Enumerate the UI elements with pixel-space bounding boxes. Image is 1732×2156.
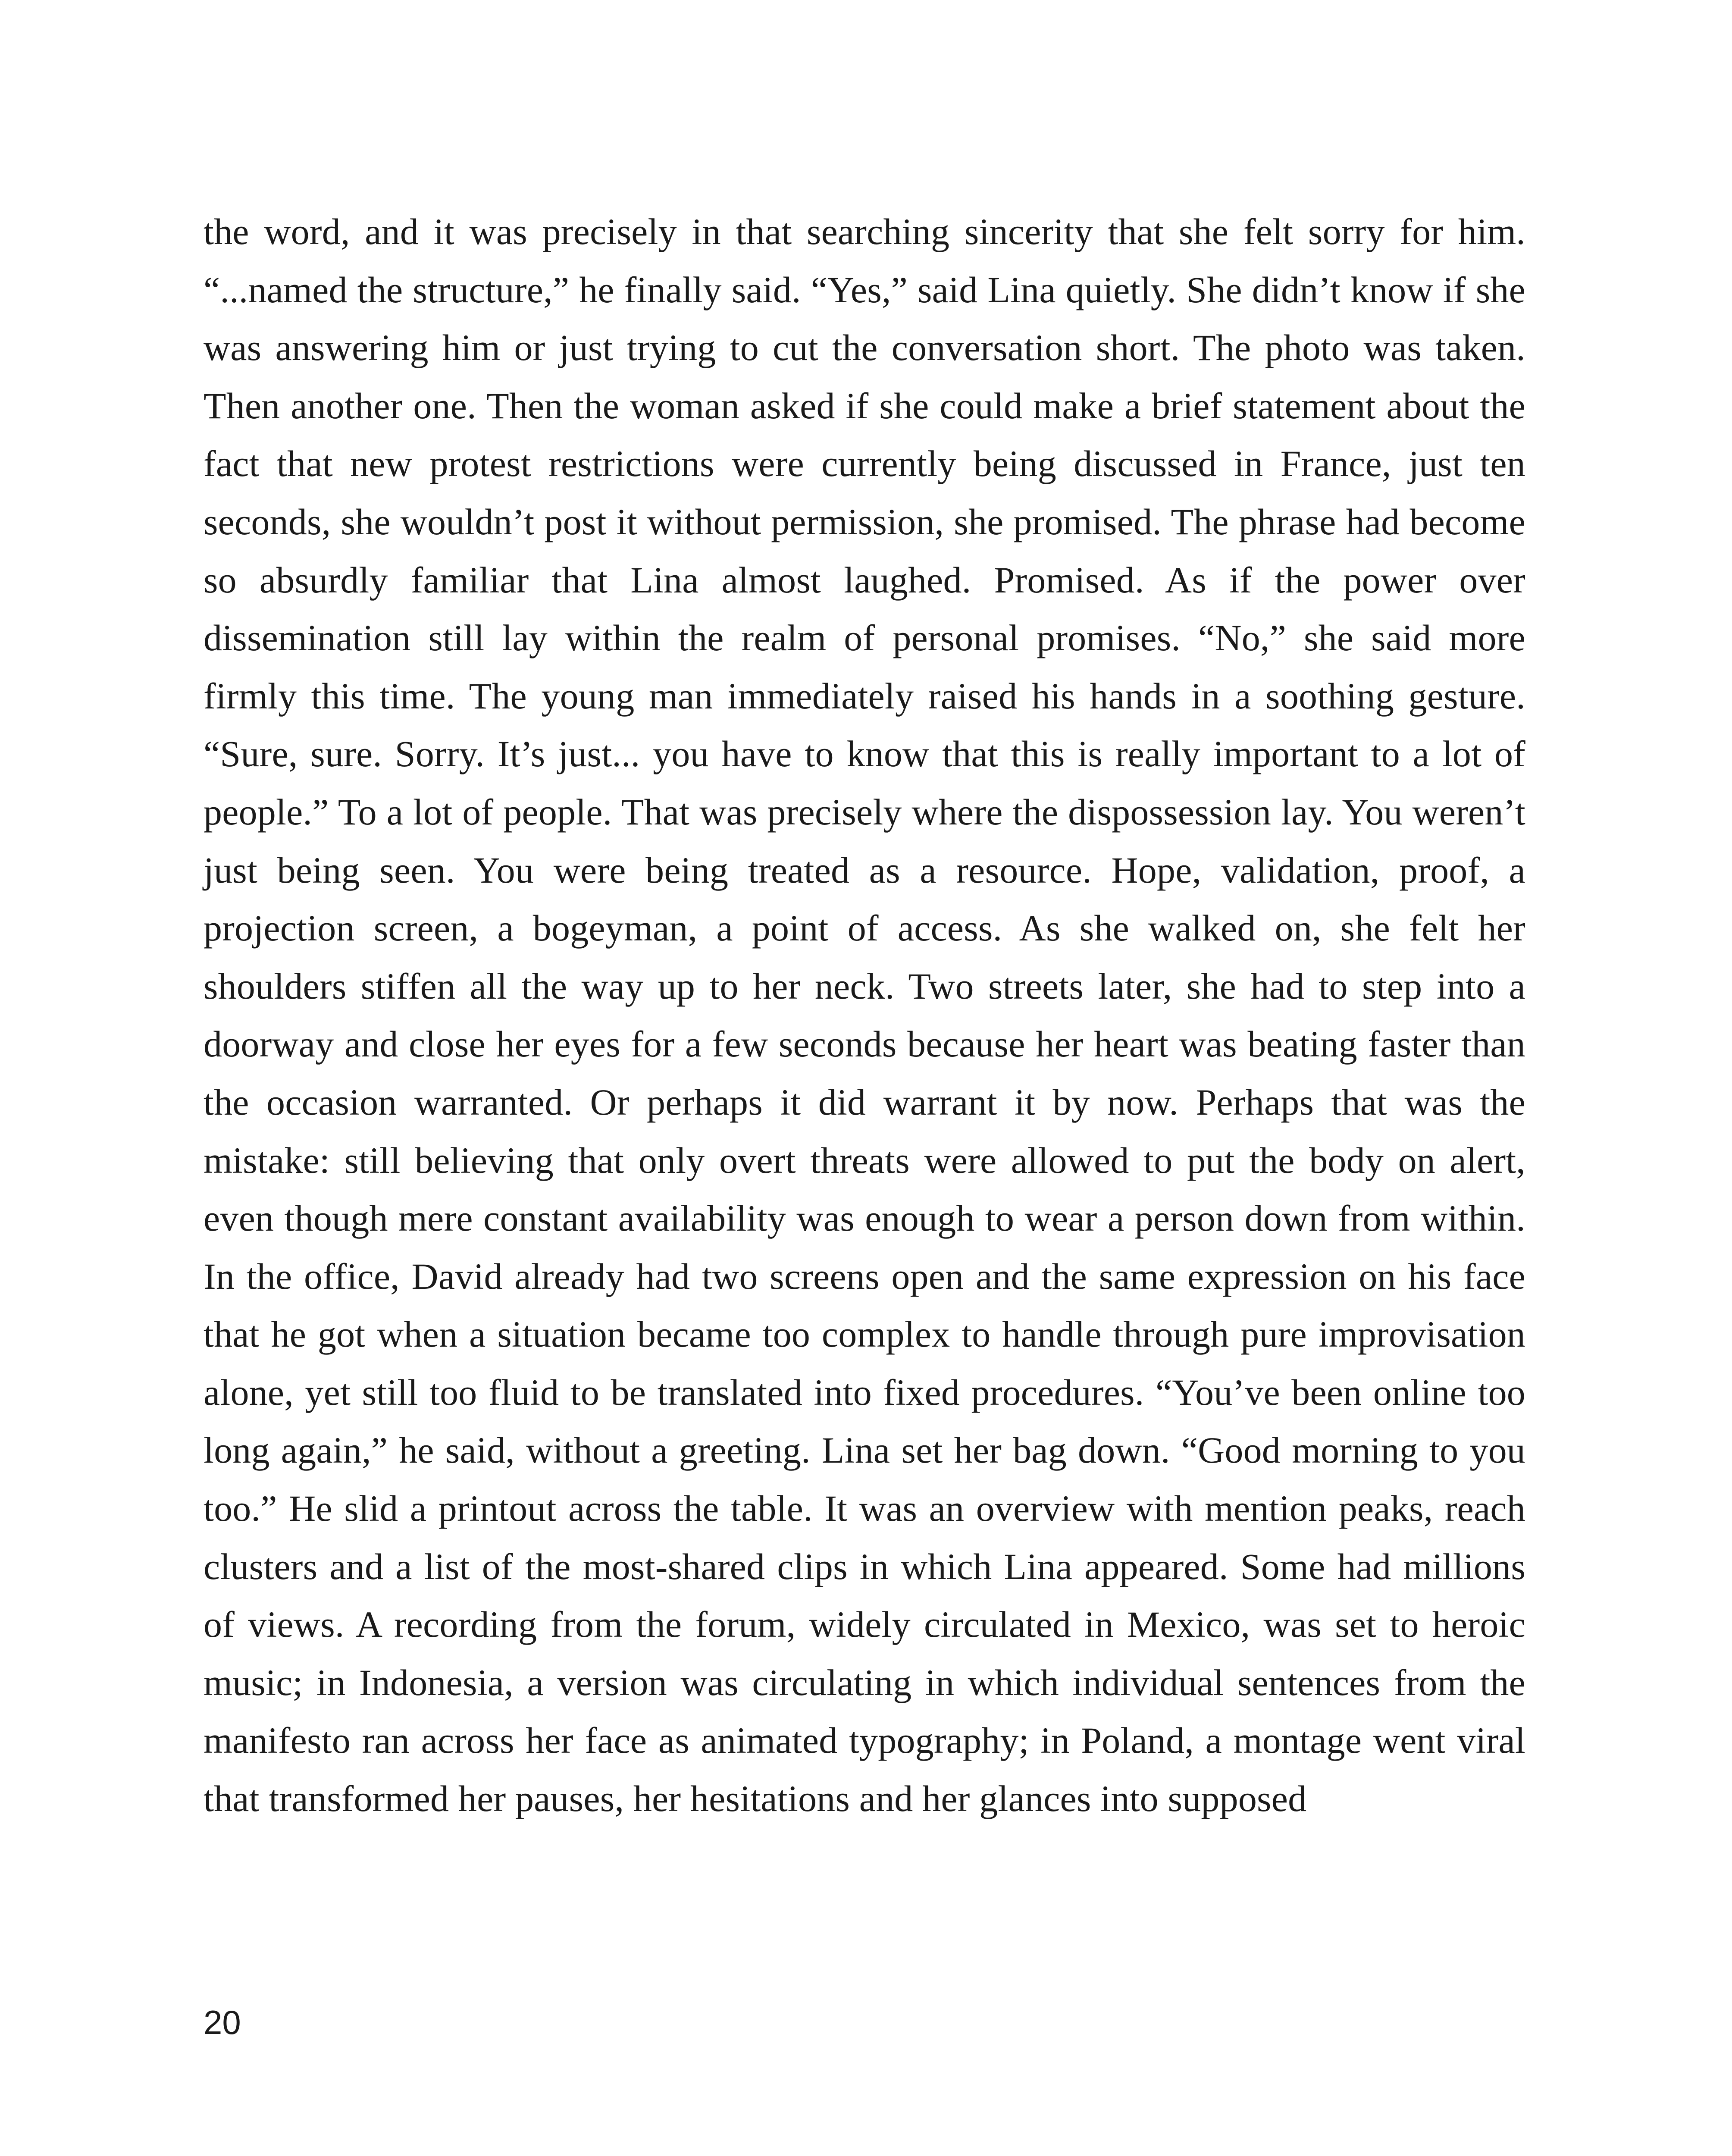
body-paragraph: the word, and it was precisely in that searching sincerity that she felt sorry for him. “...named the structure,” he finally said. “Yes,” said Lina quietly. She didn’t know if she was answering him or just trying to cut the conversation short. The photo was taken. Then another one. Then the woman asked if she could make a brief statement about the fact that new protest restrictions were currently being discussed in France, just ten seconds, she wouldn’t post it without permission, she promised. The phrase had become so absurdly familiar that Lina almost laughed. Promised. As if the power over dissemination still lay within the realm of personal promises. “No,” she said more firmly this time. The young man immediately raised his hands in a soothing gesture. “Sure, sure. Sorry. It’s just... you have to know that this is really important to a lot of people.” To a lot of people. That was precisely where the dispossession lay. You weren’t just being seen. You were being treated as a resource. Hope, validation, proof, a projection screen, a bogeyman, a point of access. As she walked on, she felt her shoulders stiffen all the way up to her neck. Two streets later, she had to step into a doorway and close her eyes for a few seconds because her heart was beating faster than the occasion warranted. Or perhaps it did warrant it by now. Perhaps that was the mistake: still believing that only overt threats were allowed to put the body on alert, even though mere constant availability was enough to wear a person down from within. In the office, David already had two screens open and the same expression on his face that he got when a situation became too complex to handle through pure improvisation alone, yet still too fluid to be translated into fixed procedures. “You’ve been online too long again,” he said, without a greeting. Lina set her bag down. “Good morning to you too.” He slid a printout across the table. It was an overview with mention peaks, reach clusters and a list of the most-shared clips in which Lina appeared. Some had millions of views. A recording from the forum, widely circulated in Mexico, was set to heroic music; in Indonesia, a version was circulating in which individual sentences from the manifesto ran across her face as animated typography; in Poland, a montage went viral that transformed her pauses, her hesitations and her glances into supposed	[204, 211, 1525, 1820]
page-number: 20	[204, 2003, 241, 2041]
